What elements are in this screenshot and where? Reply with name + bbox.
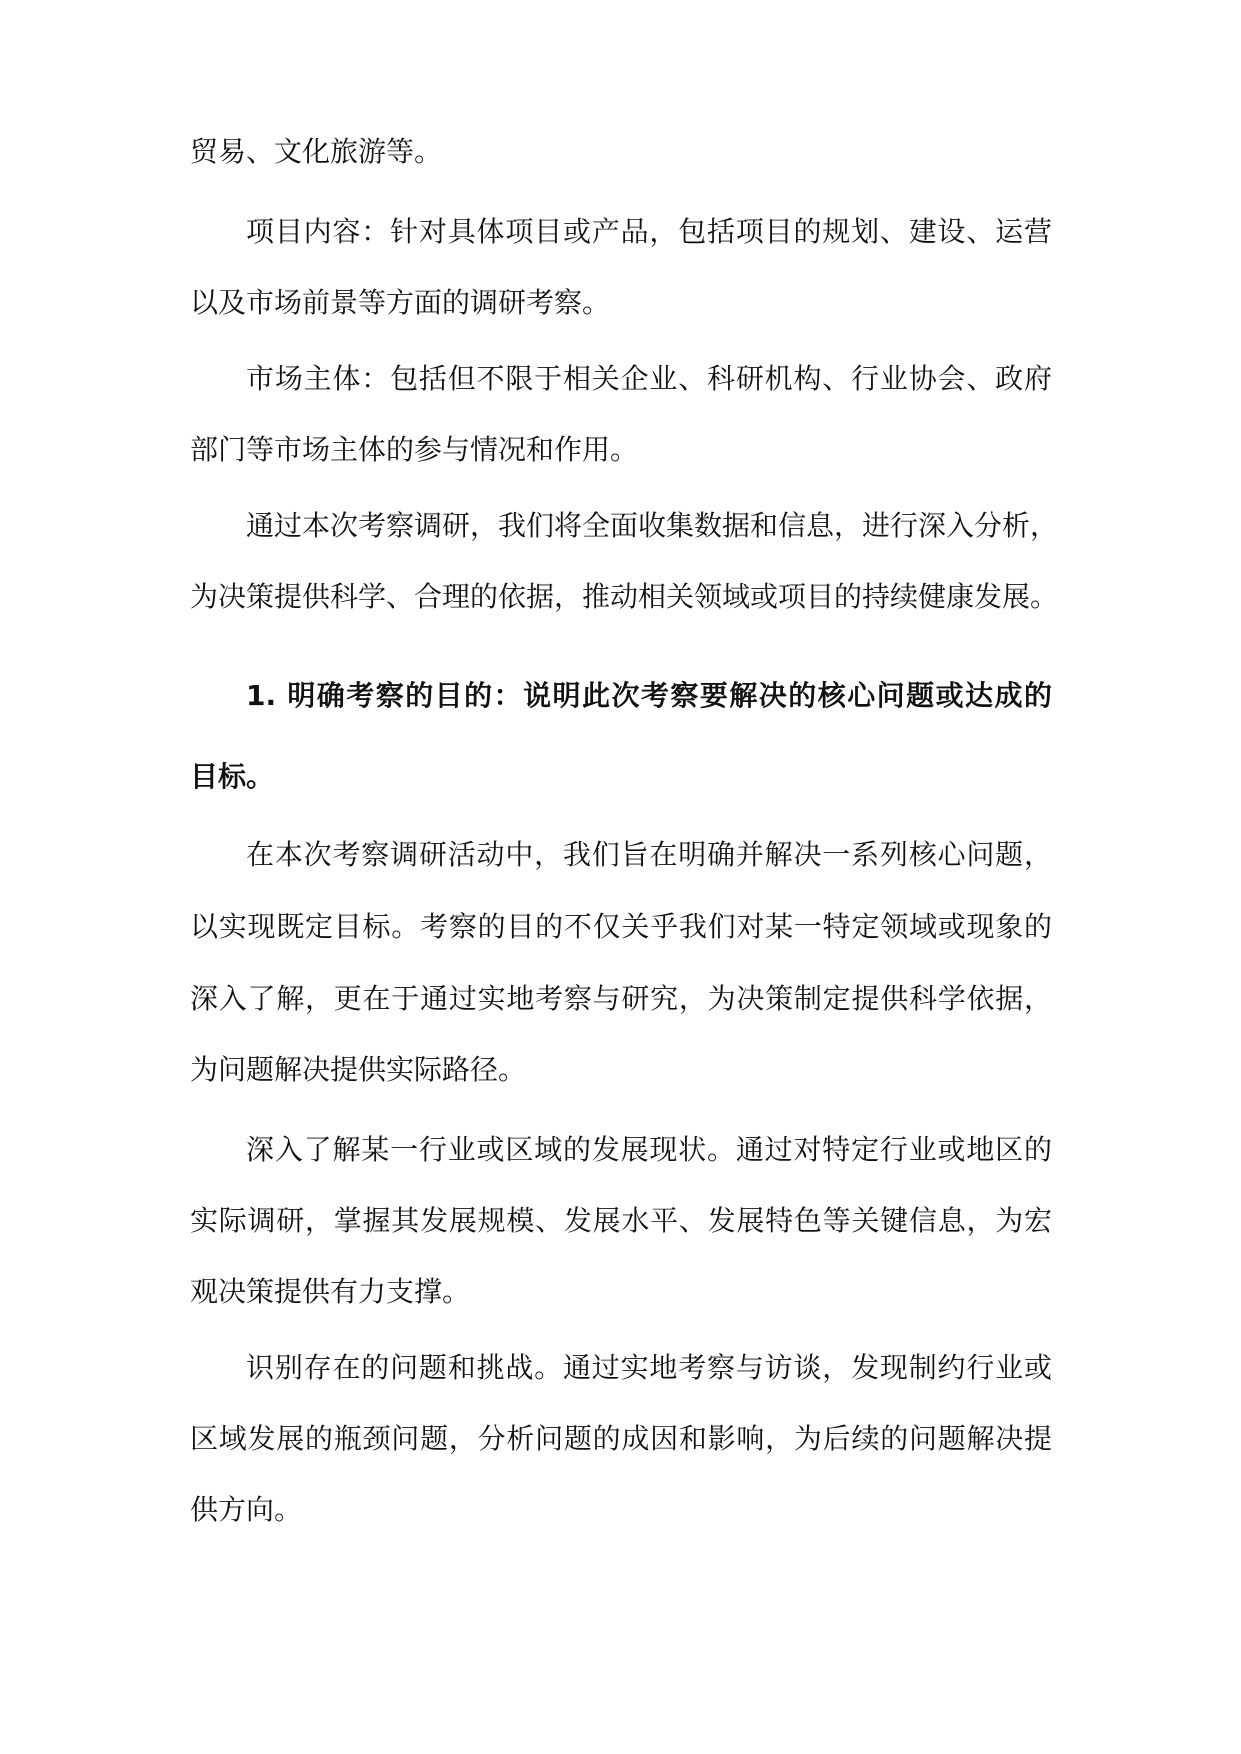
paragraph-line: 通过本次考察调研，我们将全面收集数据和信息，进行深入分析，: [246, 509, 1059, 542]
paragraph-line: 为问题解决提供实际路径。: [190, 1053, 527, 1086]
section-heading: 1. 明确考察的目的：说明此次考察要解决的核心问题或达成的: [246, 679, 1052, 712]
paragraph-line: 以及市场前景等方面的调研考察。: [190, 286, 611, 319]
paragraph-line: 为决策提供科学、合理的依据，推动相关领域或项目的持续健康发展。: [190, 580, 1059, 613]
paragraph-line: 深入了解，更在于通过实地考察与研究，为决策制定提供科学依据，: [190, 982, 1052, 1015]
paragraph-line: 区域发展的瓶颈问题，分析问题的成因和影响，为后续的问题解决提: [190, 1422, 1052, 1455]
paragraph-line: 部门等市场主体的参与情况和作用。: [190, 433, 639, 466]
paragraph-line: 项目内容：针对具体项目或产品，包括项目的规划、建设、运营: [246, 215, 1052, 248]
paragraph-line: 贸易、文化旅游等。: [190, 135, 443, 168]
paragraph-line: 供方向。: [190, 1493, 303, 1526]
paragraph-line: 实际调研，掌握其发展规模、发展水平、发展特色等关键信息，为宏: [190, 1204, 1052, 1237]
paragraph-line: 在本次考察调研活动中，我们旨在明确并解决一系列核心问题，: [246, 838, 1052, 871]
paragraph-line: 市场主体：包括但不限于相关企业、科研机构、行业协会、政府: [246, 362, 1052, 395]
paragraph-line: 观决策提供有力支撑。: [190, 1275, 471, 1308]
paragraph-line: 识别存在的问题和挑战。通过实地考察与访谈，发现制约行业或: [246, 1351, 1052, 1384]
paragraph-line: 深入了解某一行业或区域的发展现状。通过对特定行业或地区的: [246, 1133, 1052, 1166]
section-heading: 目标。: [190, 760, 275, 793]
paragraph-line: 以实现既定目标。考察的目的不仅关乎我们对某一特定领域或现象的: [190, 910, 1052, 943]
